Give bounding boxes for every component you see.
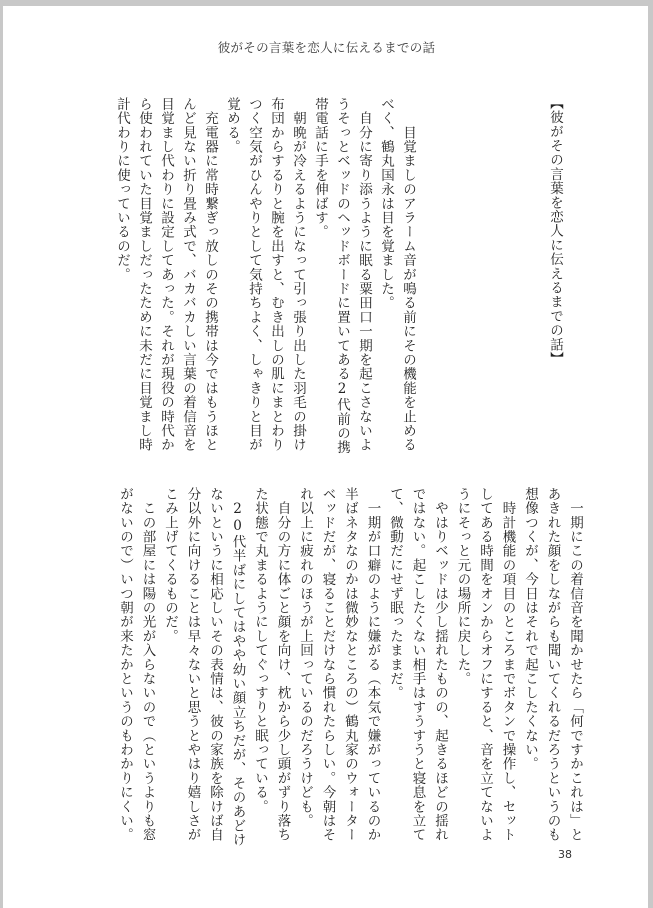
text-column: 帯電話に手を伸ばす。 [312, 97, 328, 239]
text-column: ベッドだが、寝ることだけなら慣れたらしい。今朝はそ [319, 487, 336, 842]
text-column: この部屋には陽の光が入らないので（というよりも窓 [139, 487, 156, 842]
upper-text-block [111, 97, 419, 457]
text-column: 計代わりに使っているのだ。 [114, 97, 130, 282]
text-column: 20代半ばにしてはやや幼い顔立ちだが、そのあどけ [229, 487, 246, 847]
text-column: 自分に寄り添うように眠る粟田口一期を起こさないよ [356, 97, 372, 452]
text-column: べく、鶴丸国永は目を覚ました。 [378, 97, 394, 310]
text-column: 目覚ましのアラーム音が鳴る前にその機能を止める [400, 97, 416, 452]
text-column: 時計機能の項目のところまでボタンで操作し、セット [499, 487, 516, 842]
text-column: 目覚まし代わりに設定してあった。それが現役の時代か [158, 97, 174, 452]
running-head: 彼がその言葉を恋人に伝えるまでの話 [217, 40, 436, 55]
text-column: んど見ない折り畳み式で、バカバカしい言葉の着信音を [180, 97, 196, 452]
text-column: れ以上に疲れのほうが上回っているのだろうけども。 [297, 487, 313, 828]
text-column: 布団からするりと腕を出すと、むき出しの肌にまとわり [268, 97, 284, 452]
page-number: 38 [558, 848, 572, 861]
text-column: 分以外に向けることは早々ないと思うとやはり嬉しさが [184, 487, 201, 842]
text-column: うにそっと元の場所に戻した。 [454, 487, 471, 686]
text-column: て、微動だにせず眠ったままだ。 [387, 487, 403, 700]
chapter-title: 【彼がその言葉を恋人に伝えるまでの話】 [547, 96, 563, 366]
text-column: つく空気がひんやりとして気持ちよく、しゃきりと目が [246, 97, 262, 452]
text-column: がないので）いつ朝が来たかというのもわかりにくい。 [117, 487, 133, 842]
text-column: 半ばネタなのかは微妙なところの）鶴丸家のウォーター [342, 487, 358, 842]
text-column: 想像つくが、今日はそれで起こしたくない。 [522, 487, 538, 771]
text-column: 一期が口癖のように嫌がる（本気で嫌がっているのか [364, 487, 381, 842]
text-column: こみ上げてくるものだ。 [162, 487, 178, 644]
text-column: 充電器に常時繋ぎっ放しのその携帯は今ではもうほと [202, 97, 218, 452]
text-column: やはりベッドは少し揺れたものの、起きるほどの揺れ [432, 487, 448, 842]
text-column: してある時間をオンからオフにすると、音を立てないよ [477, 487, 493, 842]
text-column: た状態で丸まるようにしてぐっすりと眠っている。 [252, 487, 268, 814]
text-column: あきれた顔をしながらも聞いてくれるだろうというのも [544, 487, 561, 842]
text-column: ら使われていた目覚ましだったために未だに目覚まし時 [136, 97, 152, 452]
text-column: うそっとベッドのヘッドボードに置いてある2代前の携 [334, 97, 350, 455]
text-column: ないというに相応しいその表情は、彼の家族を除けば自 [207, 487, 223, 842]
text-column: 朝晩が冷えるようになって引っ張り出した羽毛の掛け [290, 97, 306, 452]
text-column: 一期にこの着信音を聞かせたら「何ですかこれは」と [567, 487, 583, 842]
text-column: 覚める。 [224, 97, 240, 154]
text-column: 自分の方に体ごと顔を向け、枕から少し頭がずり落ち [274, 487, 291, 842]
text-column: ではない。起こしたくない相手はすうすうと寝息を立て [409, 487, 426, 842]
lower-text-block [114, 487, 587, 847]
